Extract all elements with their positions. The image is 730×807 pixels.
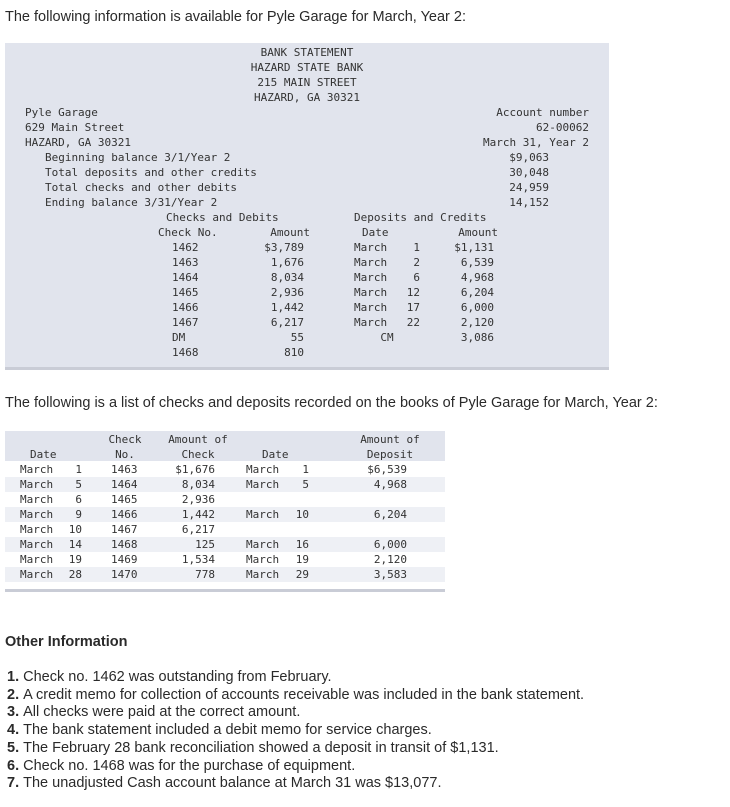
summary-label: Total checks and other debits [45,181,238,194]
statement-deposit-day: 1 [413,241,420,254]
statement-deposit-day: 12 [406,286,420,299]
other-info-text: The February 28 bank reconciliation showed a deposit in transit of $1,131. [23,739,499,756]
books-header-check-no: Check [108,433,142,446]
customer-city: HAZARD, GA 30321 [25,136,131,149]
other-info-item [7,704,300,720]
books-check-amount: 778 [195,568,215,581]
books-check-amount: $1,676 [175,463,215,476]
books-header-amount: Amount of [168,433,228,446]
statement-deposit-amount: 6,204 [460,286,494,299]
books-deposit-amount: 2,120 [373,553,407,566]
statement-header-line: HAZARD STATE BANK [250,61,364,74]
books-deposit-amount: 6,204 [373,508,407,521]
books-check-day: 9 [75,508,82,521]
statement-check-no: 1462 [172,241,199,254]
statement-check-amount: 55 [290,331,304,344]
customer-street: 629 Main Street [25,121,125,134]
checks-col-no: Check No. [158,226,218,239]
other-info-number: 5. [7,739,24,756]
books-deposit-month: March [246,463,280,476]
summary-label: Total deposits and other credits [45,166,257,179]
books-check-amount: 1,534 [181,553,215,566]
other-info-number: 1. [7,669,24,685]
books-header-date: Date [30,448,57,461]
books-deposit-amount: 3,583 [373,568,407,581]
deposits-col-amount: Amount [458,226,498,239]
books-check-day: 14 [68,538,82,551]
statement-header-line: 215 MAIN STREET [257,76,357,89]
other-info-text: Check no. 1468 was for the purchase of equipment. [23,757,356,774]
books-deposit-month: March [246,553,280,566]
other-info-item [7,722,432,738]
books-deposit-month: March [246,538,280,551]
other-info-item [7,669,332,685]
statement-deposit-month: March [354,271,388,284]
statement-deposit-amount: $1,131 [454,241,494,254]
books-deposit-amount: 4,968 [373,478,407,491]
books-check-no: 1468 [111,538,138,551]
books-check-no: 1463 [111,463,138,476]
statement-check-no: 1464 [172,271,199,284]
summary-label: Beginning balance 3/1/Year 2 [45,151,231,164]
statement-deposit-day: 2 [413,256,420,269]
books-intro-text: The following is a list of checks and deposits recorded on the books of Pyle Garage for March, Year 2: [5,395,658,411]
books-deposit-day: 29 [295,568,309,581]
books-header-amount: Check [181,448,215,461]
statement-check-amount: 1,442 [270,301,304,314]
other-info-text: The unadjusted Cash account balance at March 31 was $13,077. [23,775,442,792]
books-check-no: 1464 [111,478,138,491]
other-info-number: 4. [7,722,24,739]
checks-col-amount: Amount [270,226,310,239]
statement-check-no: 1466 [172,301,199,314]
statement-header-line: HAZARD, GA 30321 [254,91,360,104]
books-check-day: 10 [68,523,82,536]
bank-statement-bottom-rule [5,367,609,370]
other-info-number: 3. [7,704,24,721]
statement-check-amount: 1,676 [270,256,304,269]
statement-check-amount: 6,217 [270,316,304,329]
other-info-item [7,775,441,791]
books-deposit-amount: $6,539 [367,463,407,476]
statement-check-no: 1463 [172,256,199,269]
books-check-amount: 2,936 [181,493,215,506]
books-deposit-month: March [246,568,280,581]
books-check-day: 6 [75,493,82,506]
statement-check-amount: 810 [284,346,304,359]
books-deposit-month: March [246,508,280,521]
statement-deposit-day: 17 [406,301,420,314]
checks-title: Checks and Debits [166,211,279,224]
books-check-no: 1469 [111,553,138,566]
other-info-text: A credit memo for collection of accounts receivable was included in the bank statement. [23,686,585,703]
books-bottom-rule [5,589,445,592]
summary-value: 30,048 [509,166,549,179]
statement-check-no: DM [172,331,186,344]
other-info-item [7,687,584,703]
statement-check-amount: 8,034 [270,271,304,284]
books-check-month: March [20,538,54,551]
statement-deposit-day: 6 [413,271,420,284]
books-check-no: 1465 [111,493,138,506]
books-deposit-day: 19 [295,553,309,566]
books-deposit-day: 16 [295,538,309,551]
books-check-month: March [20,508,54,521]
summary-value: 24,959 [509,181,549,194]
books-check-month: March [20,463,54,476]
statement-deposit-amount: 6,000 [460,301,494,314]
books-check-month: March [20,478,54,491]
books-check-amount: 1,442 [181,508,215,521]
intro-text: The following information is available for Pyle Garage for March, Year 2: [5,9,467,25]
account-number-label: Account number [496,106,589,119]
statement-deposit-amount: 4,968 [460,271,494,284]
summary-value: 14,152 [509,196,549,209]
books-check-month: March [20,568,54,581]
books-check-amount: 8,034 [181,478,215,491]
statement-check-no: 1468 [172,346,199,359]
statement-deposit-day: 22 [406,316,420,329]
books-check-amount: 6,217 [181,523,215,536]
statement-deposit-date: CM [380,331,394,344]
other-info-item [7,758,355,774]
books-check-day: 19 [68,553,82,566]
books-check-no: 1470 [111,568,138,581]
books-header-dep-amount: Amount of [360,433,420,446]
books-header-check-no: No. [115,448,135,461]
books-check-no: 1466 [111,508,138,521]
books-check-amount: 125 [195,538,215,551]
statement-deposit-month: March [354,286,388,299]
statement-deposit-month: March [354,256,388,269]
books-deposit-day: 10 [295,508,309,521]
summary-value: $9,063 [509,151,549,164]
other-info-title: Other Information [5,634,128,650]
other-info-text: Check no. 1462 was outstanding from February. [23,669,332,685]
customer-name: Pyle Garage [25,106,98,119]
other-info-number: 2. [7,686,24,703]
statement-deposit-month: March [354,241,388,254]
statement-check-amount: $3,789 [264,241,304,254]
statement-check-no: 1465 [172,286,199,299]
deposits-col-date: Date [362,226,389,239]
books-deposit-day: 1 [302,463,309,476]
other-info-text: The bank statement included a debit memo for service charges. [23,722,432,739]
statement-deposit-amount: 6,539 [460,256,494,269]
books-deposit-amount: 6,000 [373,538,407,551]
books-check-month: March [20,493,54,506]
other-info-number: 6. [7,757,24,774]
books-check-month: March [20,553,54,566]
books-check-day: 1 [75,463,82,476]
books-header-dep-date: Date [262,448,289,461]
other-info-text: All checks were paid at the correct amount. [23,704,301,721]
statement-date: March 31, Year 2 [483,136,589,149]
books-header-dep-amount: Deposit [366,448,414,461]
statement-header-line: BANK STATEMENT [260,46,354,59]
books-check-day: 5 [75,478,82,491]
statement-deposit-amount: 3,086 [460,331,494,344]
statement-check-no: 1467 [172,316,199,329]
statement-deposit-month: March [354,316,388,329]
summary-label: Ending balance 3/31/Year 2 [45,196,218,209]
books-check-month: March [20,523,54,536]
statement-deposit-amount: 2,120 [460,316,494,329]
books-check-no: 1467 [111,523,138,536]
books-deposit-day: 5 [302,478,309,491]
other-info-number: 7. [7,775,24,792]
statement-deposit-month: March [354,301,388,314]
account-number: 62-00062 [536,121,589,134]
deposits-title: Deposits and Credits [354,211,487,224]
books-check-day: 28 [68,568,82,581]
books-deposit-month: March [246,478,280,491]
statement-check-amount: 2,936 [270,286,304,299]
other-info-item [7,740,499,756]
